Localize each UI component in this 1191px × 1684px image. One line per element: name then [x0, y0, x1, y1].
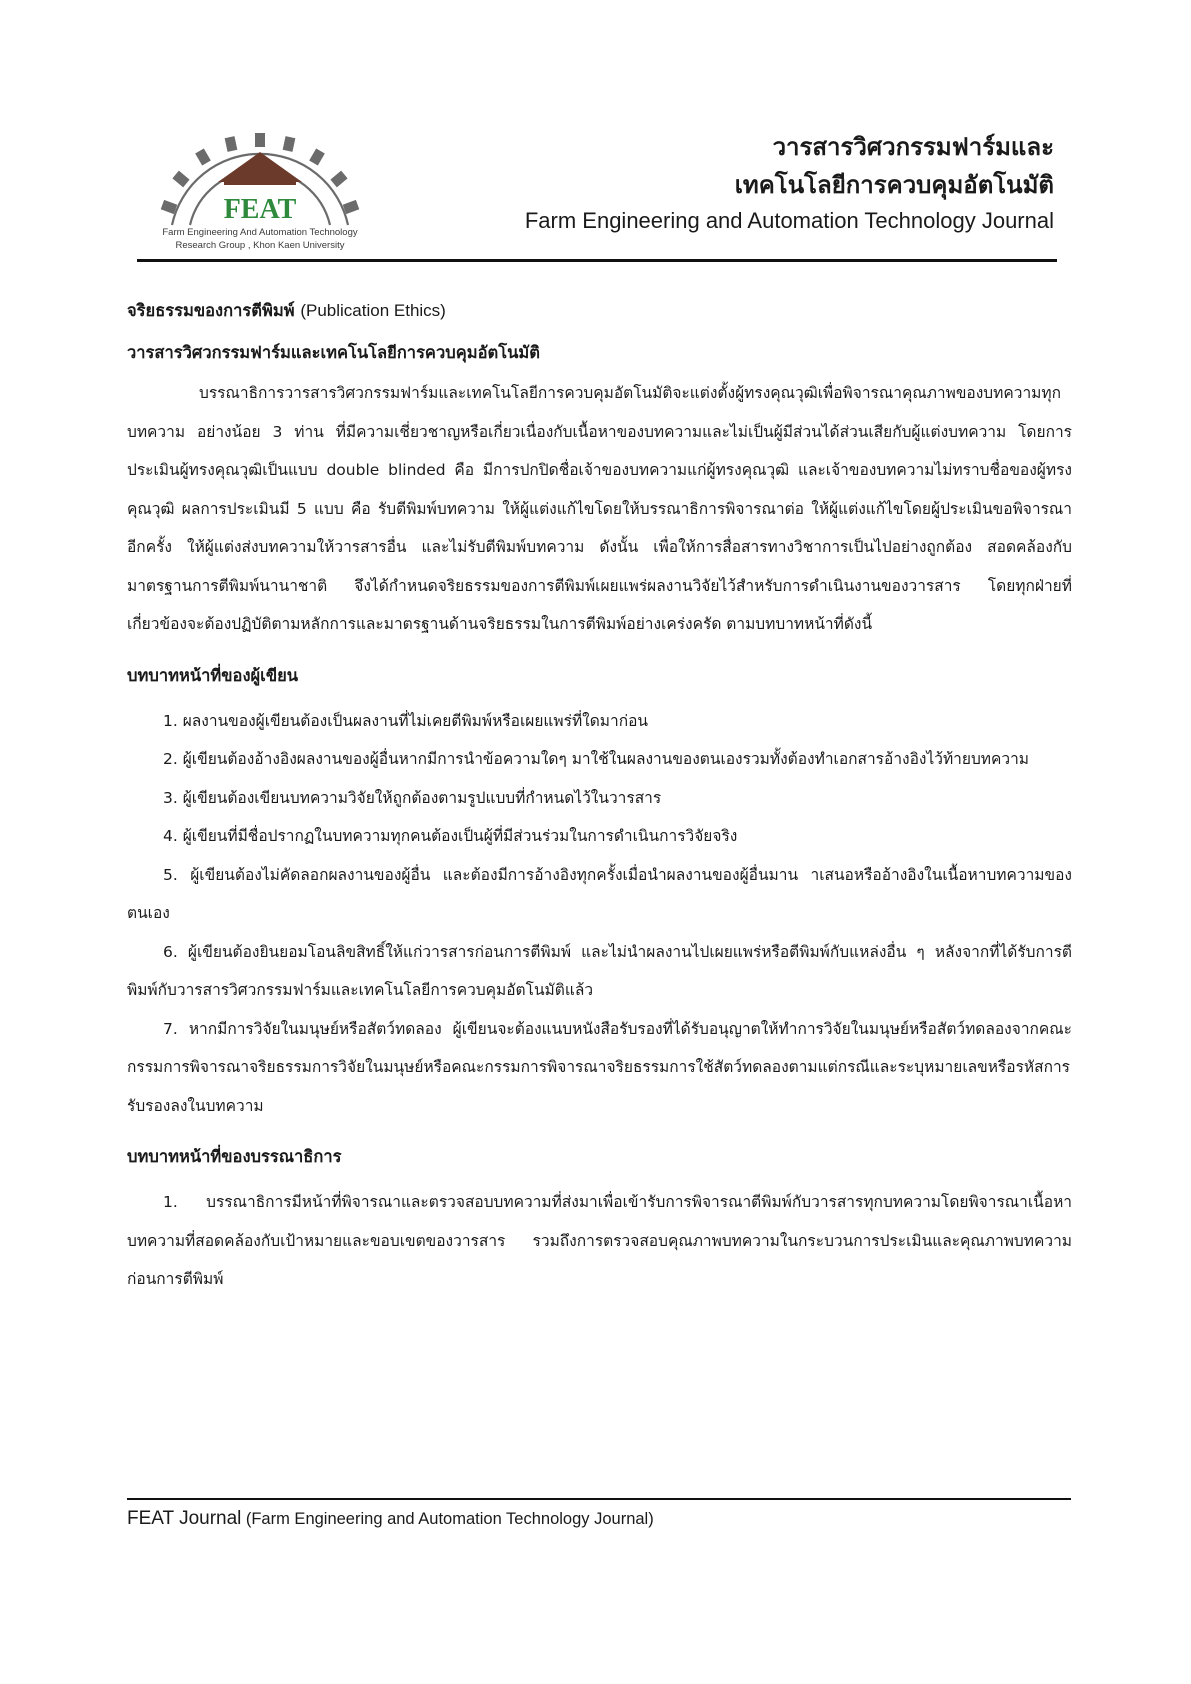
header-divider	[137, 259, 1057, 262]
document-subtitle: วารสารวิศวกรรมฟาร์มและเทคโนโลยีการควบคุมอัตโนมัติ	[127, 343, 540, 362]
journal-title-english: Farm Engineering and Automation Technology Journal	[524, 208, 1054, 233]
authors-section-heading: บทบาทหน้าที่ของผู้เขียน	[127, 665, 299, 685]
editor-duty-item: 1. บรรณาธิการมีหน้าที่พิจารณาและตรวจสอบบทความที่ส่งมาเพื่อเข้ารับการพิจารณาตีพิมพ์กับวารสารทุกบทความโดยพิจารณาเนื้อหาบทความที่สอดคล้องกับเป้าหมายและขอบเขตของวารสาร รวมถึงการตรวจสอบคุณภาพบทความในกระบวนการประเมินและคุณภาพบทความก่อนการตีพิมพ์	[127, 1193, 1072, 1288]
author-duty-item: 1. ผลงานของผู้เขียนต้องเป็นผลงานที่ไม่เคยตีพิมพ์หรือเผยแพร่ที่ใดมาก่อน	[163, 711, 649, 730]
editors-section-heading: บทบาทหน้าที่ของบรรณาธิการ	[127, 1147, 342, 1166]
footer-divider	[127, 1498, 1071, 1500]
document-body	[127, 290, 1072, 1299]
journal-title-block	[525, 128, 1054, 238]
journal-title-thai-line2: เทคโนโลยีการควบคุมอัตโนมัติ	[734, 171, 1054, 199]
logo-subtitle-line1: Farm Engineering And Automation Technology	[162, 227, 358, 238]
author-duty-item: 2. ผู้เขียนต้องอ้างอิงผลงานของผู้อื่นหากมีการนำข้อความใดๆ มาใช้ในผลงานของตนเองรวมทั้งต้องทำเอกสารอ้างอิงไว้ท้ายบทความ	[163, 750, 1030, 768]
author-duty-item: 5. ผู้เขียนต้องไม่คัดลอกผลงานของผู้อื่น และต้องมีการอ้างอิงทุกครั้งเมื่อนำผลงานของผู้อื่นมาน าเสนอหรืออ้างอิงในเนื้อหาบทความของตนเอง	[127, 865, 1072, 922]
logo-text: FEAT	[223, 194, 297, 225]
feat-logo	[150, 130, 370, 255]
page-footer	[127, 1508, 654, 1530]
logo-subtitle-line2: Research Group , Khon Kaen University	[175, 240, 345, 251]
author-duty-item: 6. ผู้เขียนต้องยินยอมโอนลิขสิทธิ์ให้แก่วารสารก่อนการตีพิมพ์ และไม่นำผลงานไปเผยแพร่หรือตีพิมพ์กับแหล่งอื่น ๆ หลังจากที่ได้รับการตีพิมพ์กับวารสารวิศวกรรมฟาร์มและเทคโนโลยีการควบคุมอัตโนมัติแล้ว	[127, 942, 1072, 999]
intro-paragraph: บรรณาธิการวารสารวิศวกรรมฟาร์มและเทคโนโลยีการควบคุมอัตโนมัติจะแต่งตั้งผู้ทรงคุณวุฒิเพื่อพิจารณาคุณภาพของบทความทุกบทความ อย่างน้อย 3 ท่าน ที่มีความเชี่ยวชาญหรือเกี่ยวเนื่องกับเนื้อหาของบทความและไม่เป็นผู้มีส่วนได้ส่วนเสียกับผู้แต่งบทความ โดยการประเมินผู้ทรงคุณวุฒิเป็นแบบ double blinded คือ มีการปกปิดชื่อเจ้าของบทความแก่ผู้ทรงคุณวุฒิ และเจ้าของบทความไม่ทราบชื่อของผู้ทรงคุณวุฒิ ผลการประเมินมี 5 แบบ คือ รับตีพิมพ์บทความ ให้ผู้แต่งแก้ไขโดยให้บรรณาธิการพิจารณาต่อ ให้ผู้แต่งแก้ไขโดยผู้ประเมินขอพิจารณาอีกครั้ง ให้ผู้แต่งส่งบทความให้วารสารอื่น และไม่รับตีพิมพ์บทความ ดังนั้น เพื่อให้การสื่อสารทางวิชาการเป็นไปอย่างถูกต้อง สอดคล้องกับมาตรฐานการตีพิมพ์นานาชาติ จึงได้กำหนดจริยธรรมของการตีพิมพ์เผยแพร่ผลงานวิจัยไว้สำหรับการดำเนินงานของวารสาร โดยทุกฝ่ายที่เกี่ยวข้องจะต้องปฏิบัติตามหลักการและมาตรฐานด้านจริยธรรมในการตีพิมพ์อย่างเคร่งครัด ตามบทบาทหน้าที่ดังนี้	[127, 384, 1072, 633]
gear-logo-icon	[150, 130, 370, 228]
author-duty-item: 3. ผู้เขียนต้องเขียนบทความวิจัยให้ถูกต้องตามรูปแบบที่กำหนดไว้ในวารสาร	[163, 788, 662, 807]
document-title-thai: จริยธรรมของการตีพิมพ์	[127, 301, 295, 320]
document-title-english: (Publication Ethics)	[300, 301, 446, 320]
document-title	[127, 290, 1072, 332]
footer-journal-full: (Farm Engineering and Automation Technology Journal)	[245, 1510, 654, 1528]
page-header	[0, 0, 1191, 270]
journal-title-thai-line1: วารสารวิศวกรรมฟาร์มและ	[772, 133, 1054, 161]
author-duty-item: 4. ผู้เขียนที่มีชื่อปรากฏในบทความทุกคนต้องเป็นผู้ที่มีส่วนร่วมในการดำเนินการวิจัยจริง	[163, 827, 738, 845]
footer-journal-short: FEAT Journal	[127, 1508, 242, 1529]
author-duty-item: 7. หากมีการวิจัยในมนุษย์หรือสัตว์ทดลอง ผู้เขียนจะต้องแนบหนังสือรับรองที่ได้รับอนุญาตให้ทำการวิจัยในมนุษย์หรือสัตว์ทดลองจากคณะกรรมการพิจารณาจริยธรรมการวิจัยในมนุษย์หรือคณะกรรมการพิจารณาจริยธรรมการใช้สัตว์ทดลองตามแต่กรณีและระบุหมายเลขหรือรหัสการรับรองลงในบทความ	[127, 1019, 1072, 1115]
